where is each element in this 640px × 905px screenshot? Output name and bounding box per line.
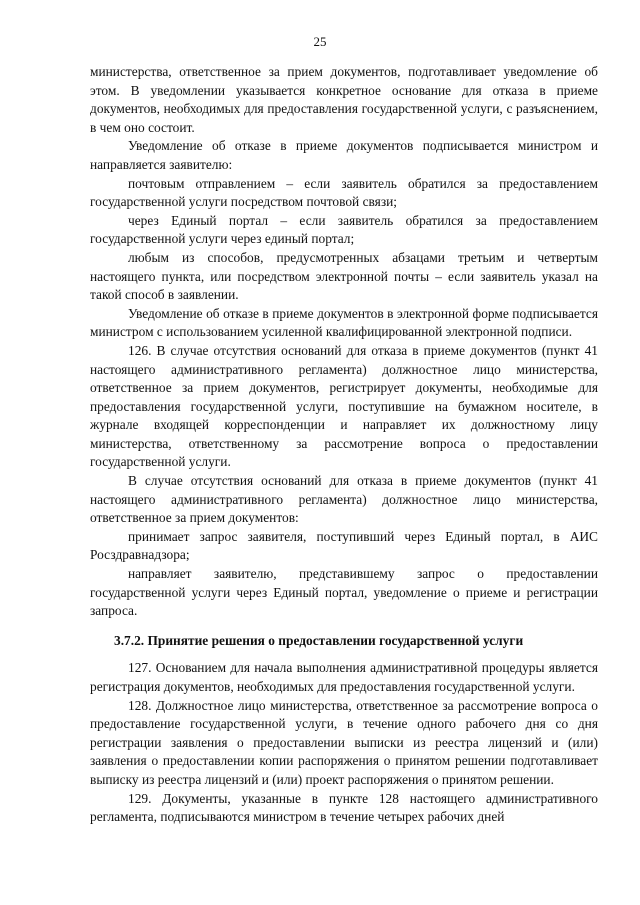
paragraph: 129. Документы, указанные в пункте 128 настоящего административного регламента, подписываются министром в течение четырех рабочих дней [90,790,598,825]
paragraph: 126. В случае отсутствия оснований для отказа в приеме документов (пункт 41 настоящего административного регламента) должностное лицо министерства, ответственное за прием документов, регистрирует документы, необходимые для предоставления государственной услуги, поступившие на бумажном носителе, в журнале входящей корреспонденции и направляет их должностному лицу министерства, ответственному за рассмотрение вопроса о предоставлении государственной услуги. [90,342,598,470]
paragraph: направляет заявителю, представившему запрос о предоставлении государственной услуги через Единый портал, уведомление о приеме и регистрации запроса. [90,566,598,619]
section-heading: 3.7.2. Принятие решения о предоставлении государственной услуги [114,632,524,648]
paragraph: любым из способов, предусмотренных абзацами третьим и четвертым настоящего пункта, или посредством электронной почты – если заявитель указал на такой способ в заявлении. [90,249,598,303]
paragraph: Уведомление об отказе в приеме документов в электронной форме подписывается министром с использованием усиленной квалифицированной электронной подписи. [90,305,598,340]
paragraph: 128. Должностное лицо министерства, ответственное за рассмотрение вопроса о предоставление государственной услуги, в течение одного рабочего дня со дня регистрации заявления о предоставлении выписки из реестра лицензий и (или) заявления о предоставлении копии распоряжения о принятом решении подготавливает выписку из реестра лицензий и (или) проект распоряжения о принятом решении. [90,697,598,787]
paragraph: 127. Основанием для начала выполнения административной процедуры является регистрация документов, необходимых для предоставления государственной услуги. [90,660,598,694]
paragraph: через Единый портал – если заявитель обратился за предоставлением государственной услуги через единый портал; [90,212,598,247]
paragraph-continuation: министерства, ответственное за прием документов, подготавливает уведомление об этом. В уведомлении указывается конкретное основание для отказа в приеме документов, необходимых для предоставления государственной услуги, с разъяснением, в чем оно состоит. [90,64,598,135]
paragraph: Уведомление об отказе в приеме документов подписывается министром и направляется заявителю: [90,138,598,172]
page-number: 25 [313,34,327,49]
document-body [90,63,598,827]
paragraph: В случае отсутствия оснований для отказа в приеме документов (пункт 41 настоящего административного регламента) должностное лицо министерства, ответственное за прием документов: [90,473,598,526]
paragraph: принимает запрос заявителя, поступивший через Единый портал, в АИС Росздравнадзора; [90,528,598,563]
paragraph: почтовым отправлением – если заявитель обратился за предоставлением государственной услуги посредством почтовой связи; [90,175,598,210]
